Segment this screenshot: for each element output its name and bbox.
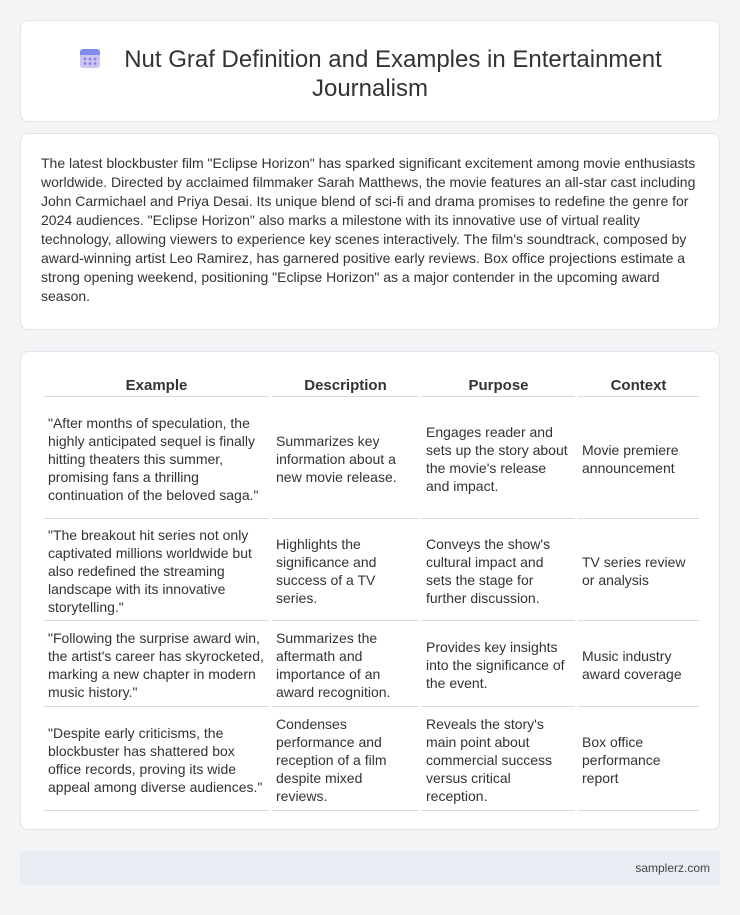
cell-purpose: Engages reader and sets up the story about the movie's release and impact.: [422, 399, 575, 519]
cell-description: Highlights the significance and success of a TV series.: [272, 521, 419, 621]
table-row: [44, 399, 699, 519]
cell-purpose: Conveys the show's cultural impact and sets the stage for further discussion.: [422, 521, 575, 621]
page-title: Nut Graf Definition and Examples in Entertainment Journalism: [124, 46, 662, 102]
page-title-wrap: [21, 45, 719, 103]
table-card: [20, 351, 720, 830]
table-row: [44, 709, 699, 811]
footer-bar: [20, 851, 720, 885]
table-header-row: [44, 374, 699, 397]
cell-purpose: Reveals the story's main point about commercial success versus critical reception.: [422, 709, 575, 811]
table-row: [44, 623, 699, 707]
table-row: [44, 521, 699, 621]
header-purpose: Purpose: [422, 374, 575, 397]
cell-context: TV series review or analysis: [578, 521, 699, 621]
header-description: Description: [272, 374, 419, 397]
cell-description: Summarizes key information about a new movie release.: [272, 399, 419, 519]
cell-example: "Following the surprise award win, the artist's career has skyrocketed, marking a new chapter in modern music history.": [44, 623, 269, 707]
calendar-icon: [78, 46, 102, 70]
cell-example: "After months of speculation, the highly anticipated sequel is finally hitting theaters this summer, promising fans a thrilling continuation of the beloved saga.": [44, 399, 269, 519]
intro-paragraph: The latest blockbuster film "Eclipse Horizon" has sparked significant excitement among movie enthusiasts worldwide. Directed by acclaimed filmmaker Sarah Matthews, the movie features an all-star cast including John Carmichael and Priya Desai. Its unique blend of sci-fi and drama promises to redefine the genre for 2024 audiences. "Eclipse Horizon" also marks a milestone with its innovative use of virtual reality technology, allowing viewers to experience key scenes interactively. The film's soundtrack, composed by award-winning artist Leo Ramirez, has garnered positive early reviews. Box office projections estimate a strong opening weekend, positioning "Eclipse Horizon" as a major contender in the upcoming award season.: [41, 155, 696, 304]
cell-context: Box office performance report: [578, 709, 699, 811]
cell-example: "Despite early criticisms, the blockbuster has shattered box office records, proving its wide appeal among diverse audiences.": [44, 709, 269, 811]
intro-card: [20, 133, 720, 330]
cell-description: Condenses performance and reception of a film despite mixed reviews.: [272, 709, 419, 811]
examples-table: [41, 372, 702, 813]
header-example: Example: [44, 374, 269, 397]
cell-description: Summarizes the aftermath and importance of an award recognition.: [272, 623, 419, 707]
cell-context: Movie premiere announcement: [578, 399, 699, 519]
cell-example: "The breakout hit series not only captivated millions worldwide but also redefined the streaming landscape with its innovative storytelling.": [44, 521, 269, 621]
cell-purpose: Provides key insights into the significance of the event.: [422, 623, 575, 707]
footer-site-link[interactable]: samplerz.com: [635, 861, 710, 875]
header-context: Context: [578, 374, 699, 397]
cell-context: Music industry award coverage: [578, 623, 699, 707]
title-card: [20, 20, 720, 122]
